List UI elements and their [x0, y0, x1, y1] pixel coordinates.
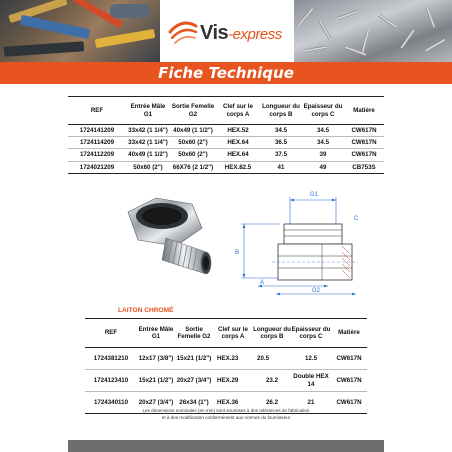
cell-a: HEX.29 [213, 370, 253, 392]
swoosh-icon [168, 16, 198, 46]
cell-b: 41 [260, 161, 302, 173]
cell-b: 34.5 [260, 125, 302, 137]
cell-a: HEX.64 [216, 137, 260, 149]
col-a: Clef sur le corps A [213, 319, 253, 348]
table-row [68, 149, 384, 161]
cell-g2: 40x49 (1 1/2") [170, 125, 216, 137]
label-b: B [235, 250, 240, 256]
cell-material: CB753S [344, 161, 384, 173]
cell-a: HEX.52 [216, 125, 260, 137]
tolerance-note-line-2: et à des modification conformément aux normes du fournisseur [161, 415, 291, 420]
cell-material: CW617N [331, 348, 367, 370]
cell-a: HEX.23 [213, 348, 253, 370]
header [0, 0, 452, 62]
table-header-row [68, 97, 384, 125]
col-material: Matière [331, 319, 367, 348]
table-row [85, 348, 367, 370]
cell-ref: 1724340110 [85, 392, 137, 414]
screws-photo [294, 0, 452, 62]
cell-b: 26.2 [253, 392, 291, 414]
cell-g1: 15x21 (1/2") [137, 370, 175, 392]
cell-g1: 33x42 (1 1/4") [126, 137, 170, 149]
col-ref: REF [85, 319, 137, 348]
cell-b: 23.2 [253, 370, 291, 392]
cell-b: 20.5 [253, 348, 291, 370]
label-g2: G2 [312, 288, 321, 294]
cell-material: CW617N [344, 137, 384, 149]
cell-g2: 20x27 (3/4") [175, 370, 213, 392]
table-header-row [85, 319, 367, 348]
cell-g1: 40x49 (1 1/2") [126, 149, 170, 161]
col-g1: Entrée Mâle G1 [126, 97, 170, 125]
brand-suffix: -express [228, 26, 282, 43]
cell-c: 12.5 [291, 348, 331, 370]
cell-c: 39 [302, 149, 344, 161]
col-ref: REF [68, 97, 126, 125]
cell-g1: 50x60 (2") [126, 161, 170, 173]
table-row [68, 161, 384, 173]
page-title: Fiche Technique [158, 64, 294, 82]
title-banner [0, 62, 452, 84]
col-g2: Sortie Femelle G2 [175, 319, 213, 348]
col-c: Epaisseur du corps C [291, 319, 331, 348]
label-c: C [354, 216, 359, 222]
col-g2: Sortie Femelle G2 [170, 97, 216, 125]
cell-c: 49 [302, 161, 344, 173]
col-b: Longueur du corps B [260, 97, 302, 125]
cell-g2: 26x34 (1") [175, 392, 213, 414]
cell-g2: 50x60 (2") [170, 137, 216, 149]
cell-ref: 1724114209 [68, 137, 126, 149]
cell-c: 34.5 [302, 137, 344, 149]
cell-ref: 1724123410 [85, 370, 137, 392]
cell-a: HEX.82.5 [216, 161, 260, 173]
tolerance-note-line-1: Les dimensions nominales (en mm) sont soumises à des tolérances de fabrication [142, 408, 310, 413]
col-a: Clef sur le corps A [216, 97, 260, 125]
footer-bar [68, 440, 384, 452]
col-material: Matière [344, 97, 384, 125]
section-label-chrome: LAITON CHROMÉ [118, 307, 174, 314]
cell-ref: 1724381210 [85, 348, 137, 370]
label-g1: G1 [310, 192, 319, 198]
cell-a: HEX.64 [216, 149, 260, 161]
cell-ref: 1724141209 [68, 125, 126, 137]
spec-table-chrome [85, 318, 367, 414]
cell-g1: 33x42 (1 1/4") [126, 125, 170, 137]
col-c: Epaisseur du corps C [302, 97, 344, 125]
cell-c: 21 [291, 392, 331, 414]
brand-logo [168, 14, 292, 50]
tools-photo [0, 0, 160, 62]
cell-material: CW617N [344, 149, 384, 161]
cell-a: HEX.36 [213, 392, 253, 414]
cell-c: Double HEX 14 [291, 370, 331, 392]
cell-ref: 1724021209 [68, 161, 126, 173]
cell-g2: 66X76 (2 1/2") [170, 161, 216, 173]
cell-c: 34.5 [302, 125, 344, 137]
cell-b: 37.5 [260, 149, 302, 161]
col-b: Longueur du corps B [253, 319, 291, 348]
table-row [68, 137, 384, 149]
cell-g1: 12x17 (3/8") [137, 348, 175, 370]
col-g1: Entrée Mâle G1 [137, 319, 175, 348]
brand-name: Vis-express [200, 22, 282, 44]
technical-drawing [232, 186, 362, 296]
spec-table-main [68, 96, 384, 174]
cell-ref: 1724112209 [68, 149, 126, 161]
cell-g2: 50x60 (2") [170, 149, 216, 161]
cell-material: CW617N [331, 392, 367, 414]
cell-material: CW617N [344, 125, 384, 137]
label-a: A [260, 280, 265, 286]
cell-b: 36.5 [260, 137, 302, 149]
fitting-photo [110, 190, 228, 280]
table-row [85, 370, 367, 392]
table-row [68, 125, 384, 137]
cell-material: CW617N [331, 370, 367, 392]
cell-g2: 15x21 (1/2") [175, 348, 213, 370]
cell-g1: 20x27 (3/4") [137, 392, 175, 414]
